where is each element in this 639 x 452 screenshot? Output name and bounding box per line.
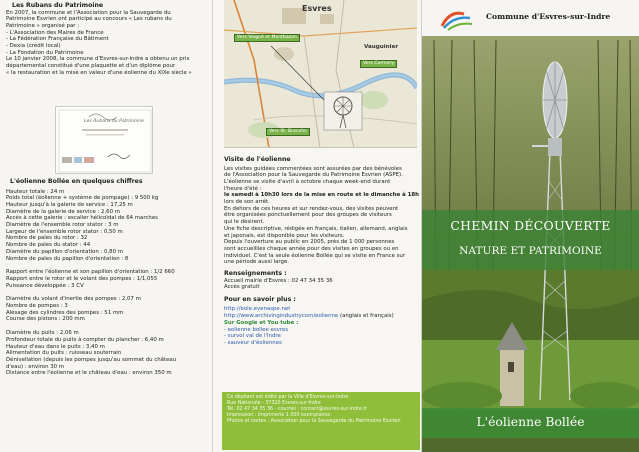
chiffres-line: Nombre de pales du stator : 44 [6,242,91,249]
visite-line: et japonais, est disponible pour les visiteurs. [224,232,345,239]
location-map [224,0,417,148]
chiffres-line: Nombre de pales du papillon d'orientation : 8 [6,255,129,262]
chiffres-line: Nombre de pompes : 3 [6,303,68,310]
chiffres-line: Alimentation du puits : ruisseau souterrain [6,350,122,357]
chiffres-group [6,296,211,323]
rubans-line: En 2007, la commune et l'Association pour la Sauvegarde du [6,9,171,16]
chiffres-line: Course des pistons : 200 mm [6,316,85,323]
chiffres-line: Largeur de l'ensemble rotor stator : 0,50 m [6,228,123,235]
rubans-line: « la restauration et la mise en valeur d'une éolienne du XIXe siècle » [6,69,192,76]
savoir-title: Pour en savoir plus : [224,295,296,303]
chiffres-line: Diamètre du papillon d'orientation : 0,80 m [6,248,123,255]
rubans-line: - Dexia (crédit local) [6,43,61,50]
chiffres-line: Hauteur jusqu'à la galerie de service : 17,25 m [6,201,133,208]
chiffres-line: Hauteur totale : 24 m [6,188,65,195]
rubans-line: Patrimoine Esvrien ont participé au concours « Les rubans du [6,16,172,23]
publisher-line: Rue Nationale - 37320 Esvres-sur-Indre [227,401,321,406]
cover-bottom-banner [422,408,639,438]
visite-line: qui le désirent. [224,219,265,226]
youtube-item: - survol val de l'Indre [224,333,281,340]
visite-line: être organisées ponctuellement pour des groupes de visiteurs [224,212,392,219]
rubans-section [6,2,211,77]
visite-section [224,156,420,347]
cover-bottom-title: L'éolienne Bollée [476,414,585,429]
chiffres-line: Puissance développée : 3 CV [6,282,84,289]
chiffres-group [6,269,211,289]
google-youtube-line: Sur Google et You tube : [224,319,299,326]
cover-header [422,0,639,36]
map-village-label: Vauguinier [364,44,399,50]
chiffres-line: Poids total (éolienne + système de pompage) : 9 500 kg [6,195,159,202]
chiffres-line: Profondeur totale du puits à compter du plancher : 6,40 m [6,336,164,343]
youtube-list [224,327,420,347]
renseignements-line: Accueil mairie d'Esvres : 02 47 34 35 36 [224,277,333,284]
visite-line: Une fiche descriptive, rédigée en français, italien, allemand, anglais [224,225,408,232]
chiffres-line: Hauteur d'eau dans le puits : 3,40 m [6,343,105,350]
certificate-title: Les Rubans du Patrimoine [84,119,144,124]
publisher-line: Ce dépliant est édité par la Ville d'Esvres-sur-Indre [227,395,349,400]
chiffres-line: Nombre de pales du rotor : 32 [6,235,88,242]
map-drawing [224,0,417,148]
visite-title: Visite de l'éolienne [224,156,291,163]
visite-line: Depuis l'ouverture au public en 2005, près de 1 000 personnes [224,239,395,246]
commune-name: Commune d'Esvres-sur-Indre [486,12,611,21]
chiffres-group [6,189,211,263]
visite-line: l'heure d'été : [224,185,262,192]
chiffres-line: Diamètre du puits : 2,06 m [6,330,79,337]
visite-line: En dehors de ces heures et sur rendez-vous, des visites peuvent [224,205,399,212]
map-direction-box-st-branchs: Vers St. Branchs [266,128,310,136]
publisher-footer [222,392,420,450]
publisher-line: Tél. 02 47 34 35 36 - courriel : contact@esvres-sur-indre.fr [227,407,368,412]
youtube-item: - eolienne bollee esvres [224,326,289,333]
visite-line: de l'Association pour la Sauvegarde du Patrimoine Esvrien (ASPE). [224,172,403,179]
website-link-suffix: (anglais et français) [338,313,394,320]
renseignements-title: Renseignements : [224,270,287,278]
rubans-line: - La Fondation du Patrimoine [6,49,84,56]
rubans-line: Le 10 janvier 2008, la commune d'Esvres-sur-Indre a obtenu un prix [6,56,190,63]
chiffres-line: Diamètre de la galerie de service : 2,60 m [6,208,120,215]
map-direction-box-veigne: Vers Veigné et Montbazon [234,34,300,42]
chiffres-list [6,189,211,378]
renseignements-text [224,278,420,291]
visite-line: le samedi à 10h30 lors de la mise en route et le dimanche à 18h [224,192,419,199]
publisher-line: Impression : Imprimerie 1 000 exemplaires [227,413,331,418]
rubans-line: départemental constitué d'une plaquette et d'un diplôme pour [6,63,176,70]
chiffres-line: Rapport entre le rotor et le volant des pompes : 1/1,055 [6,275,158,282]
visite-text [224,166,420,267]
visite-line: lors de son arrêt. [224,199,270,206]
visite-line: Les visites guidées commentées sont assurées par des bénévoles [224,165,402,172]
certificate-image [55,106,153,174]
chiffres-line: Diamètre de l'ensemble rotor stator : 3 m [6,222,119,229]
rubans-text [6,10,211,77]
rubans-line: - L'Association des Maires de France [6,29,104,36]
chiffres-line: d'eau) : environ 30 m [6,363,65,370]
website-link-archiving[interactable]: http://www.archivingindustrycom/eolienne [224,313,339,320]
chiffres-section [6,178,211,384]
visite-line: L'éolienne se visite d'avril à octobre chaque week-end durant [224,178,391,185]
certificate-seal-icon [56,107,154,175]
chiffres-line: Distance entre l'éolienne et le château d'eau : environ 350 m [6,370,172,377]
rubans-line: Patrimoine » organisé par : [6,22,80,29]
chiffres-line: Rapport entre l'éolienne et son papillon d'orientation : 1/2 660 [6,269,175,276]
windmill-inset-icon [324,92,362,130]
cover-title-banner [422,210,639,270]
visite-line: individuel. C'est la seule éolienne Bollée qui se visite en France sur [224,252,406,259]
chiffres-line: Accès à cette galerie : escalier hélicoïdal de 64 marches [6,215,158,222]
publisher-line: Photos et textes : Association pour la Sauvegarde du Patrimoine Esvrien [227,419,401,424]
renseignements-line: Accès gratuit [224,284,260,291]
rubans-title: Les Rubans du Patrimoine [12,2,104,9]
chiffres-line: Dénivellation (depuis les pompes jusqu'au sommet du château [6,356,177,363]
map-town-label: Esvres [302,4,332,13]
youtube-item: - sauveur d'éoliennes [224,339,282,346]
publisher-text [222,392,420,428]
visite-line: sont accueillies chaque année pour des visites en groupes ou en [224,245,399,252]
map-direction-box-cormery: Vers Cormery [360,60,397,68]
cover-title: CHEMIN DÉCOUVERTE [450,218,611,233]
chiffres-line: Diamètre du volant d'inertie des pompes : 2,07 m [6,296,141,303]
chiffres-group [6,330,211,377]
cover-subtitle: NATURE ET PATRIMOINE [459,245,602,257]
visite-line: une période aussi large. [224,259,289,266]
website-link-eole[interactable]: http://eole.evenaspe.net [224,306,291,313]
left-panel [0,0,213,452]
chiffres-title: L'éolienne Bollée en quelques chiffres [10,178,143,185]
chiffres-line: Alésage des cylindres des pompes : 51 mm [6,309,124,316]
cover-panel [422,0,639,452]
commune-logo-icon [440,8,474,32]
rubans-line: - La Fédération Française du Bâtiment [6,36,109,43]
